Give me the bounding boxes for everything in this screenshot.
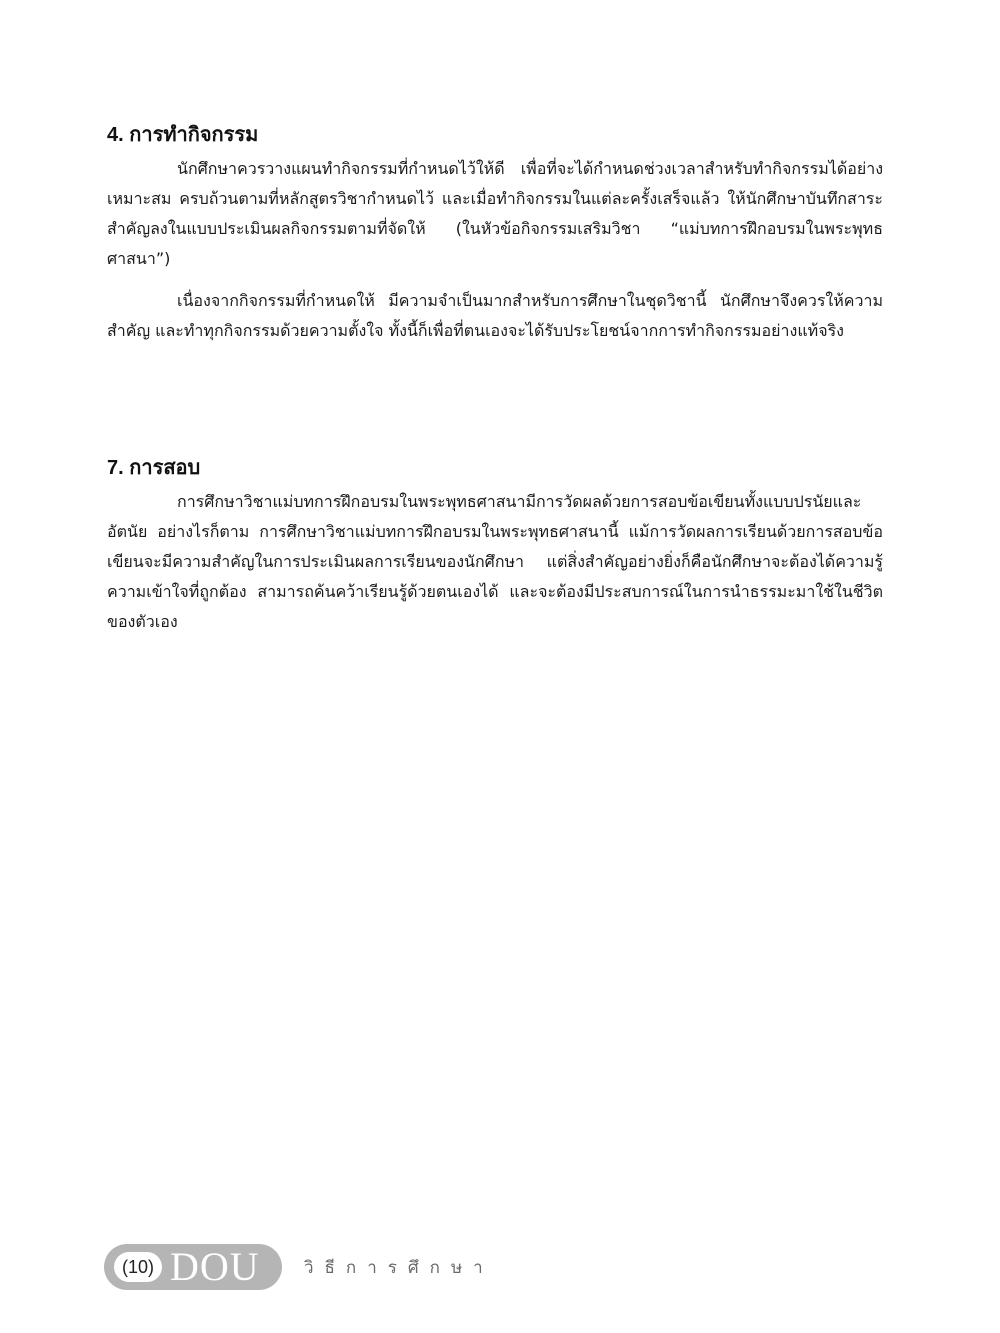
paragraph: การศึกษาวิชาแม่บทการฝึกอบรมในพระพุทธศาสนามีการวัดผลด้วยการสอบข้อเขียนทั้งแบบปรนัยและอัตนัย อย่างไรก็ตาม การศึกษาวิชาแม่บทการฝึกอบรมในพระพุทธศาสนานี้ แม้การวัดผลการเรียนด้วยการสอบข้อเขียนจะมีความสำคัญในการประเมินผลการเรียนของนักศึกษา แต่สิ่งสำคัญอย่างยิ่งก็คือนักศึกษาจะต้องได้ความรู้ความเข้าใจที่ถูกต้อง สามารถค้นคว้าเรียนรู้ด้วยตนเองได้ และจะต้องมีประสบการณ์ในการนำธรรมะมาใช้ในชีวิตของตัวเอง (107, 492, 883, 631)
paragraph: เนื่องจากกิจกรรมที่กำหนดให้ มีความจำเป็นมากสำหรับการศึกษาในชุดวิชานี้ นักศึกษาจึงควรให้ความสำคัญ และทำทุกกิจกรรมด้วยความตั้งใจ ทั้งนี้ก็เพื่อที่ตนเองจะได้รับประโยชน์จากการทำกิจกรรมอย่างแท้จริง (107, 291, 883, 340)
dou-logo: DOU (170, 1244, 260, 1289)
footer-badge (104, 1244, 282, 1290)
page-number: (10) (114, 1252, 162, 1282)
section-exam (107, 455, 883, 637)
page-footer (104, 1244, 494, 1290)
course-title: วิธีการศึกษา (304, 1257, 494, 1278)
paragraph: นักศึกษาควรวางแผนทำกิจกรรมที่กำหนดไว้ให้ดี เพื่อที่จะได้กำหนดช่วงเวลาสำหรับทำกิจกรรมได้อย่างเหมาะสม ครบถ้วนตามที่หลักสูตรวิชากำหนดไว้ และเมื่อทำกิจกรรมในแต่ละครั้งเสร็จแล้ว ให้นักศึกษาบันทึกสาระสำคัญลงในแบบประเมินผลกิจกรรมตามที่จัดให้ (ในหัวข้อกิจกรรมเสริมวิชา “แม่บทการฝึกอบรมในพระพุทธศาสนา”) (107, 159, 883, 268)
section-heading: 7. การสอบ (107, 457, 201, 479)
section-heading: 4. การทำกิจกรรม (107, 124, 259, 146)
section-activities (107, 122, 883, 346)
